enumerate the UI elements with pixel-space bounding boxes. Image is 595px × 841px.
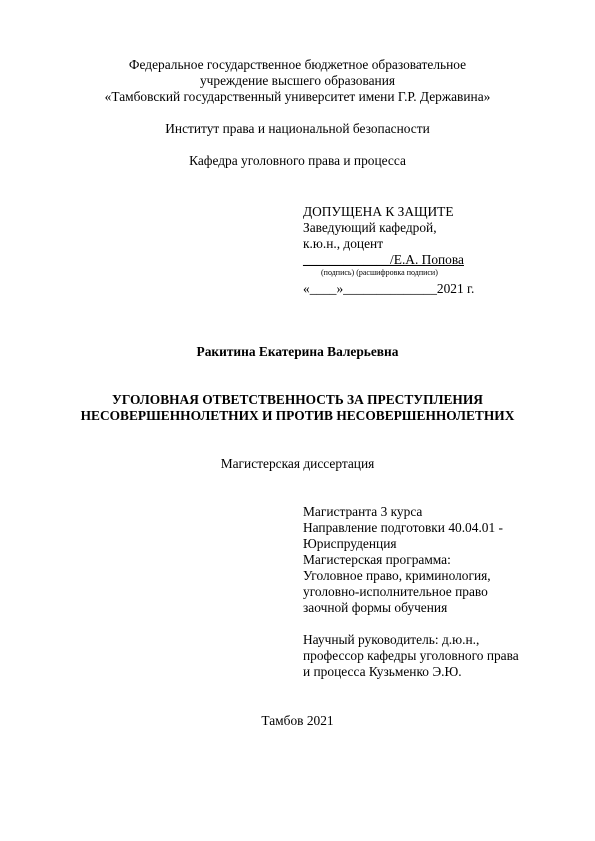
student-info-line: Направление подготовки 40.04.01 - [303, 520, 503, 535]
supervisor-line: профессор кафедры уголовного права [303, 648, 519, 663]
student-info [303, 504, 503, 616]
supervisor-line: и процесса Кузьменко Э.Ю. [303, 664, 462, 679]
signature-line: _____________/Е.А. Попова [303, 252, 464, 267]
university-header [0, 57, 595, 105]
student-info-line: заочной формы обучения [303, 600, 448, 615]
student-info-line: Магистранта 3 курса [303, 504, 423, 519]
approval-line-2: к.ю.н., доцент [303, 236, 384, 251]
thesis-title-line-1: УГОЛОВНАЯ ОТВЕТСТВЕННОСТЬ ЗА ПРЕСТУПЛЕНИЯ [112, 392, 483, 407]
header-line-3: «Тамбовский государственный университет имени Г.Р. Державина» [104, 89, 491, 104]
student-info-line: Уголовное право, криминология, [303, 568, 491, 583]
city-year: Тамбов 2021 [261, 713, 334, 728]
supervisor-info [303, 632, 519, 680]
department-name: Кафедра уголовного права и процесса [189, 153, 406, 168]
student-info-line: Магистерская программа: [303, 552, 451, 567]
institute-name: Институт права и национальной безопасности [165, 121, 430, 136]
signature-caption: (подпись) (расшифровка подписи) [321, 268, 438, 277]
date-line: «____»______________2021 г. [303, 281, 475, 296]
author-name: Ракитина Екатерина Валерьевна [196, 344, 399, 359]
student-info-line: уголовно-исполнительное право [303, 584, 488, 599]
supervisor-line: Научный руководитель: д.ю.н., [303, 632, 480, 647]
approval-title: ДОПУЩЕНА К ЗАЩИТЕ [303, 204, 454, 219]
thesis-title [0, 392, 595, 424]
student-info-line: Юриспруденция [303, 536, 397, 551]
work-type: Магистерская диссертация [220, 456, 375, 471]
approval-line-1: Заведующий кафедрой, [303, 220, 437, 235]
header-line-1: Федеральное государственное бюджетное образовательное [128, 57, 467, 72]
header-line-2: учреждение высшего образования [199, 73, 396, 88]
thesis-title-line-2: НЕСОВЕРШЕННОЛЕТНИХ И ПРОТИВ НЕСОВЕРШЕННОЛЕТНИХ [80, 408, 515, 423]
approval-block [303, 204, 474, 297]
